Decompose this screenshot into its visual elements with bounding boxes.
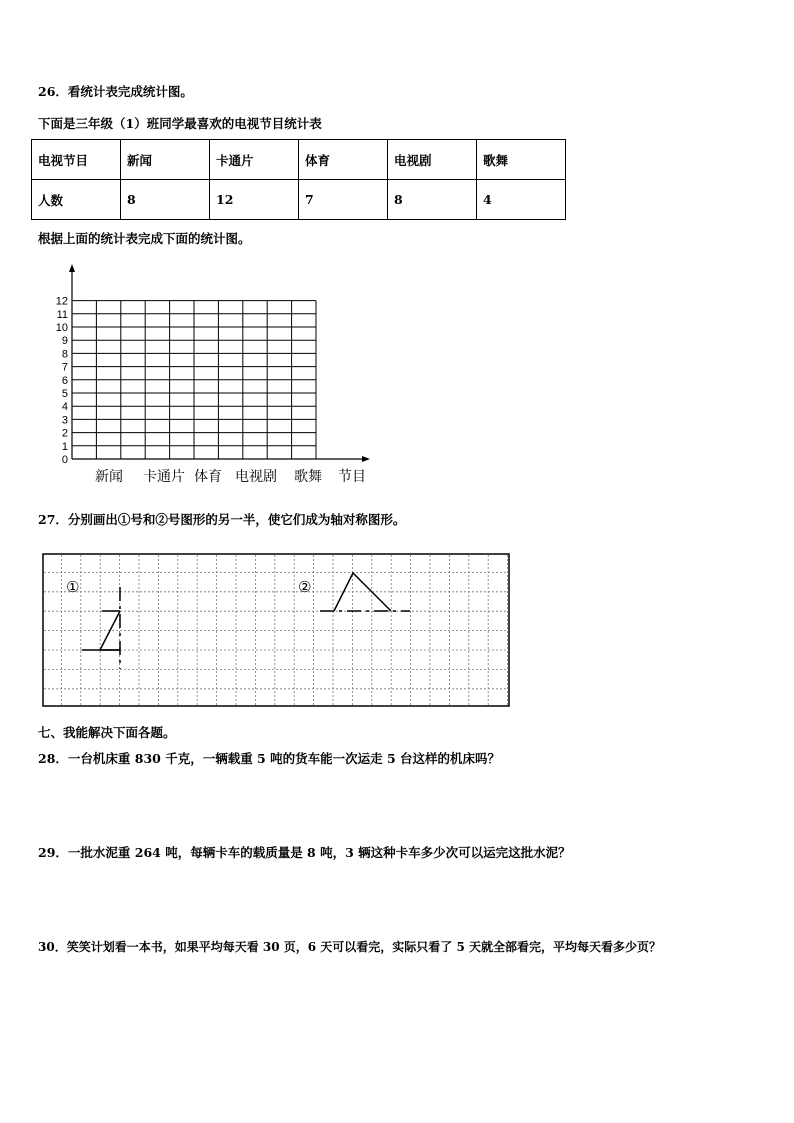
q29-text: 29．一批水泥重 264 吨，每辆卡车的载质量是 8 吨，3 辆这种卡车多少次可以运完这批水泥？ (38, 845, 571, 860)
y-tick-label: 3 (61, 414, 68, 427)
y-tick-label: 1 (61, 440, 68, 453)
bar-chart-grid[interactable] (40, 262, 380, 492)
x-axis-arrow (362, 456, 370, 462)
table-cell: 卡通片 (210, 140, 299, 180)
figure-label-2: ② (298, 578, 312, 596)
y-tick-label: 12 (55, 295, 68, 308)
y-tick-label: 10 (55, 322, 68, 334)
chart-grid (72, 301, 316, 459)
q27-title: 27．分别画出①号和②号图形的另一半，使它们成为轴对称图形。 (38, 512, 406, 527)
dotted-grid-lines (44, 555, 508, 705)
table-header-cell: 电视节目 (32, 140, 121, 180)
figure-2-half-shape (334, 573, 391, 611)
y-tick-label: 7 (61, 361, 68, 374)
section-7-title: 七、我能解决下面各题。 (38, 725, 176, 740)
x-tick-label: 新闻 (95, 468, 123, 484)
q26-instruction: 根据上面的统计表完成下面的统计图。 (38, 231, 251, 246)
table-row (32, 180, 566, 220)
q30-text: 30．笑笑计划看一本书，如果平均每天看 30 页，6 天可以看完，实际只看了 5 天就全部看完，平均每天看多少页？ (38, 940, 661, 954)
table-cell: 新闻 (121, 140, 210, 180)
y-axis-arrow (69, 264, 75, 272)
y-tick-label: 0 (61, 454, 68, 466)
q26-title: 26．看统计表完成统计图。 (38, 84, 193, 99)
x-tick-label: 卡通片 (143, 468, 185, 484)
y-tick-label: 6 (61, 374, 68, 387)
table-cell: 12 (210, 180, 299, 220)
y-tick-label: 11 (56, 308, 68, 321)
x-tick-label: 体育 (194, 468, 222, 484)
y-axis-ticks (56, 296, 68, 466)
table-cell: 电视剧 (388, 140, 477, 180)
figure-label-1: ① (66, 578, 80, 596)
table-row (32, 140, 566, 180)
x-axis-title: 节目 (338, 468, 366, 484)
table-cell: 体育 (299, 140, 388, 180)
x-axis-labels (95, 468, 322, 484)
y-tick-label: 5 (61, 388, 68, 400)
table-cell: 4 (477, 180, 566, 220)
x-tick-label: 歌舞 (294, 468, 322, 484)
table-cell: 歌舞 (477, 140, 566, 180)
x-tick-label: 电视剧 (235, 468, 277, 484)
y-tick-label: 4 (61, 401, 68, 414)
table-cell: 8 (388, 180, 477, 220)
y-tick-label: 9 (61, 335, 68, 348)
y-tick-label: 2 (61, 427, 68, 440)
table-header-cell: 人数 (32, 180, 121, 220)
y-tick-label: 8 (61, 348, 68, 361)
q26-table-caption: 下面是三年级（1）班同学最喜欢的电视节目统计表 (38, 116, 322, 131)
table-cell: 7 (299, 180, 388, 220)
grid-frame (43, 554, 509, 706)
symmetry-grid[interactable] (42, 553, 512, 709)
statistics-table (31, 139, 566, 220)
table-cell: 8 (121, 180, 210, 220)
q28-text: 28．一台机床重 830 千克，一辆载重 5 吨的货车能一次运走 5 台这样的机床吗？ (38, 751, 500, 766)
